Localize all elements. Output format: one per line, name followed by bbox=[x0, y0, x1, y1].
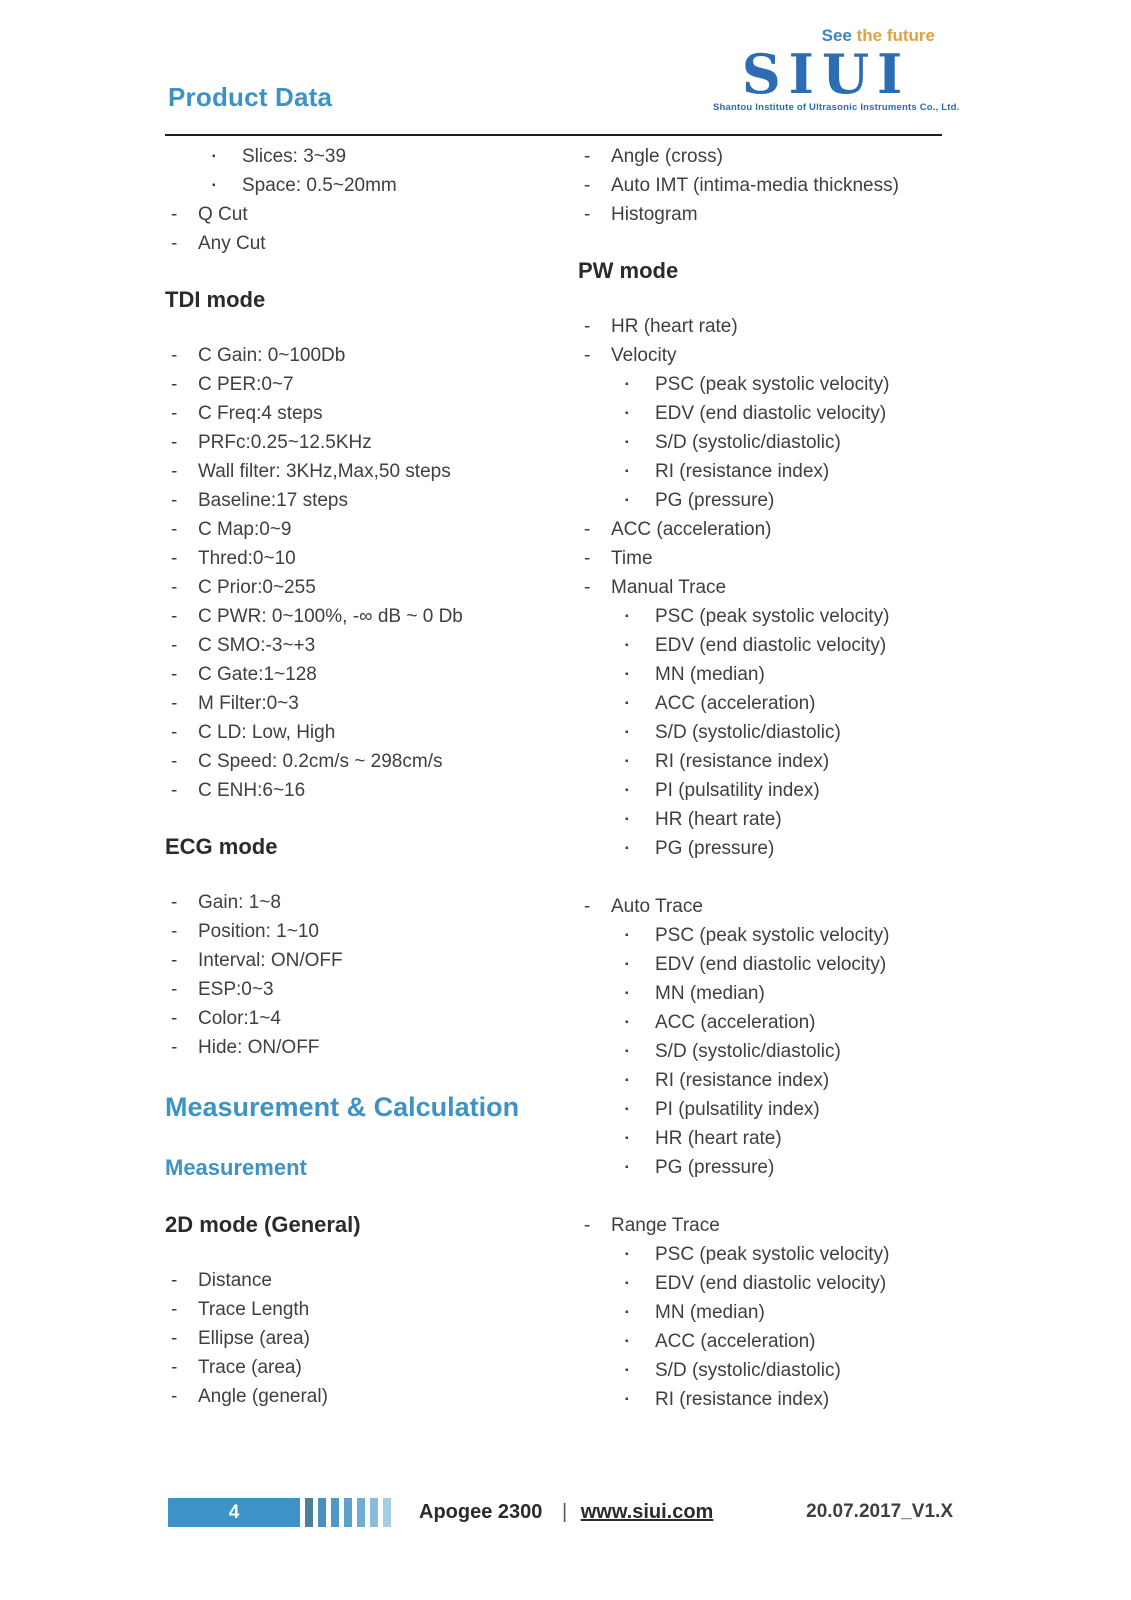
list-item-text: C ENH:6~16 bbox=[198, 780, 306, 801]
list-item bbox=[578, 950, 950, 979]
dot-bullet: ▪ bbox=[625, 814, 629, 825]
list-item bbox=[578, 892, 950, 921]
section-heading: Measurement bbox=[165, 1155, 307, 1180]
list-item bbox=[165, 573, 578, 602]
dash-bullet: - bbox=[171, 432, 178, 453]
dot-bullet: ▪ bbox=[625, 1017, 629, 1028]
list-item-text: ESP:0~3 bbox=[198, 979, 274, 1000]
list-item-text: Baseline:17 steps bbox=[198, 490, 348, 511]
list-item-text: M Filter:0~3 bbox=[198, 693, 299, 714]
list-item bbox=[578, 602, 950, 631]
list-item bbox=[165, 486, 578, 515]
content-columns bbox=[165, 142, 950, 1414]
page-number-badge: 4 bbox=[168, 1498, 300, 1527]
list-item bbox=[165, 428, 578, 457]
list-item-text: S/D (systolic/diastolic) bbox=[655, 432, 841, 453]
siui-logo bbox=[713, 26, 960, 113]
list-item bbox=[578, 486, 950, 515]
list-item-text: ACC (acceleration) bbox=[611, 519, 772, 540]
list-item bbox=[578, 142, 950, 171]
list-item-text: C Gain: 0~100Db bbox=[198, 345, 346, 366]
dot-bullet: ▪ bbox=[212, 151, 216, 162]
dash-bullet: - bbox=[171, 490, 178, 511]
list-item-text: EDV (end diastolic velocity) bbox=[655, 1273, 887, 1294]
list-item bbox=[578, 370, 950, 399]
list-item bbox=[165, 1382, 578, 1411]
list-item bbox=[165, 142, 578, 171]
list-item-text: PG (pressure) bbox=[655, 490, 775, 511]
dash-bullet: - bbox=[171, 1270, 178, 1291]
version-label: 20.07.2017_V1.X bbox=[806, 1501, 953, 1522]
list-item-text: Position: 1~10 bbox=[198, 921, 319, 942]
list-item bbox=[165, 200, 578, 229]
dash-bullet: - bbox=[171, 548, 178, 569]
section-heading: ECG mode bbox=[165, 834, 278, 859]
list-item bbox=[578, 573, 950, 602]
section-heading: 2D mode (General) bbox=[165, 1212, 361, 1237]
dot-bullet: ▪ bbox=[625, 1075, 629, 1086]
list-item bbox=[165, 747, 578, 776]
list-item-text: Angle (general) bbox=[198, 1386, 328, 1407]
list-item bbox=[578, 1356, 950, 1385]
dot-bullet: ▪ bbox=[625, 843, 629, 854]
dot-bullet: ▪ bbox=[625, 1278, 629, 1289]
list-item bbox=[165, 1324, 578, 1353]
dash-bullet: - bbox=[584, 548, 591, 569]
dot-bullet: ▪ bbox=[625, 1162, 629, 1173]
list-item-text: C Prior:0~255 bbox=[198, 577, 316, 598]
list-item bbox=[165, 399, 578, 428]
product-name: Apogee 2300 bbox=[419, 1500, 543, 1523]
dash-bullet: - bbox=[171, 1386, 178, 1407]
list-item-text: PG (pressure) bbox=[655, 838, 775, 859]
dash-bullet: - bbox=[171, 577, 178, 598]
spacer bbox=[578, 863, 950, 892]
dot-bullet: ▪ bbox=[625, 611, 629, 622]
dot-bullet: ▪ bbox=[625, 1249, 629, 1260]
dot-bullet: ▪ bbox=[625, 988, 629, 999]
dash-bullet: - bbox=[171, 780, 178, 801]
dash-bullet: - bbox=[171, 1008, 178, 1029]
footer-separator: | bbox=[561, 1500, 568, 1523]
section-heading: PW mode bbox=[578, 258, 679, 283]
list-item-text: C Speed: 0.2cm/s ~ 298cm/s bbox=[198, 751, 443, 772]
list-item bbox=[165, 946, 578, 975]
list-item bbox=[578, 312, 950, 341]
logo-wordmark: SIUI bbox=[741, 42, 911, 106]
dot-bullet: ▪ bbox=[625, 756, 629, 767]
list-item bbox=[165, 515, 578, 544]
list-item-text: MN (median) bbox=[655, 983, 765, 1004]
footer-bar bbox=[305, 1498, 313, 1527]
list-item-text: Velocity bbox=[611, 345, 677, 366]
list-item-text: Angle (cross) bbox=[611, 146, 723, 167]
list-item bbox=[165, 1295, 578, 1324]
dot-bullet: ▪ bbox=[625, 959, 629, 970]
list-item bbox=[578, 515, 950, 544]
list-item bbox=[165, 544, 578, 573]
list-item-text: ACC (acceleration) bbox=[655, 693, 816, 714]
list-item bbox=[165, 917, 578, 946]
dash-bullet: - bbox=[171, 1299, 178, 1320]
dot-bullet: ▪ bbox=[625, 669, 629, 680]
list-item bbox=[165, 975, 578, 1004]
list-item-text: Q Cut bbox=[198, 204, 248, 225]
right-column bbox=[578, 142, 950, 1414]
list-item-text: Color:1~4 bbox=[198, 1008, 281, 1029]
dash-bullet: - bbox=[171, 1357, 178, 1378]
list-item bbox=[165, 341, 578, 370]
list-item-text: C Map:0~9 bbox=[198, 519, 292, 540]
list-item bbox=[165, 660, 578, 689]
list-item bbox=[578, 1008, 950, 1037]
list-item-text: S/D (systolic/diastolic) bbox=[655, 1360, 841, 1381]
list-item bbox=[578, 660, 950, 689]
list-item bbox=[578, 1095, 950, 1124]
list-item-text: MN (median) bbox=[655, 1302, 765, 1323]
dot-bullet: ▪ bbox=[625, 1104, 629, 1115]
list-item bbox=[165, 171, 578, 200]
list-item-text: MN (median) bbox=[655, 664, 765, 685]
list-item bbox=[578, 718, 950, 747]
list-item-text: S/D (systolic/diastolic) bbox=[655, 722, 841, 743]
dot-bullet: ▪ bbox=[625, 1046, 629, 1057]
list-item-text: PSC (peak systolic velocity) bbox=[655, 374, 890, 395]
dash-bullet: - bbox=[171, 233, 178, 254]
logo-tagline-see: See bbox=[821, 26, 852, 45]
dot-bullet: ▪ bbox=[625, 698, 629, 709]
list-item-text: Space: 0.5~20mm bbox=[242, 175, 397, 196]
footer-bar bbox=[357, 1498, 365, 1527]
list-item bbox=[578, 341, 950, 370]
list-item-text: Time bbox=[611, 548, 653, 569]
list-item-text: Gain: 1~8 bbox=[198, 892, 281, 913]
list-item-text: HR (heart rate) bbox=[611, 316, 738, 337]
dash-bullet: - bbox=[171, 204, 178, 225]
list-item bbox=[578, 805, 950, 834]
dot-bullet: ▪ bbox=[625, 1307, 629, 1318]
list-item-text: EDV (end diastolic velocity) bbox=[655, 635, 887, 656]
section-heading: Measurement & Calculation bbox=[165, 1092, 520, 1122]
list-item-text: Histogram bbox=[611, 204, 698, 225]
list-item bbox=[578, 689, 950, 718]
list-item-text: Thred:0~10 bbox=[198, 548, 296, 569]
list-item-text: Auto IMT (intima-media thickness) bbox=[611, 175, 899, 196]
list-item-text: RI (resistance index) bbox=[655, 1070, 830, 1091]
list-item bbox=[578, 544, 950, 573]
dash-bullet: - bbox=[584, 519, 591, 540]
list-item-text: PSC (peak systolic velocity) bbox=[655, 1244, 890, 1265]
list-item bbox=[578, 1211, 950, 1240]
list-item bbox=[578, 1240, 950, 1269]
dot-bullet: ▪ bbox=[625, 1365, 629, 1376]
dot-bullet: ▪ bbox=[212, 180, 216, 191]
footer-bar bbox=[370, 1498, 378, 1527]
list-item bbox=[578, 428, 950, 457]
list-item bbox=[578, 1298, 950, 1327]
list-item-text: C LD: Low, High bbox=[198, 722, 336, 743]
dash-bullet: - bbox=[584, 896, 591, 917]
page-footer bbox=[168, 1497, 953, 1527]
logo-subtitle: Shantou Institute of Ultrasonic Instruments Co., Ltd. bbox=[713, 102, 960, 113]
list-item bbox=[165, 229, 578, 258]
dash-bullet: - bbox=[171, 921, 178, 942]
list-item-text: PRFc:0.25~12.5KHz bbox=[198, 432, 372, 453]
list-item-text: RI (resistance index) bbox=[655, 751, 830, 772]
dot-bullet: ▪ bbox=[625, 408, 629, 419]
list-item-text: Ellipse (area) bbox=[198, 1328, 310, 1349]
list-item-text: PSC (peak systolic velocity) bbox=[655, 925, 890, 946]
section-heading: TDI mode bbox=[165, 287, 266, 312]
list-item-text: Range Trace bbox=[611, 1215, 720, 1236]
dash-bullet: - bbox=[171, 664, 178, 685]
list-item-text: EDV (end diastolic velocity) bbox=[655, 403, 887, 424]
list-item-text: RI (resistance index) bbox=[655, 1389, 830, 1410]
list-item bbox=[165, 1033, 578, 1062]
header-divider bbox=[165, 134, 942, 136]
list-item-text: Hide: ON/OFF bbox=[198, 1037, 320, 1058]
footer-text bbox=[419, 1501, 713, 1524]
dash-bullet: - bbox=[584, 146, 591, 167]
page-title: Product Data bbox=[168, 82, 333, 112]
list-item-text: Interval: ON/OFF bbox=[198, 950, 343, 971]
list-item bbox=[165, 631, 578, 660]
list-item-text: Slices: 3~39 bbox=[242, 146, 347, 167]
footer-bar bbox=[344, 1498, 352, 1527]
dot-bullet: ▪ bbox=[625, 1394, 629, 1405]
list-item-text: PI (pulsatility index) bbox=[655, 1099, 820, 1120]
dot-bullet: ▪ bbox=[625, 437, 629, 448]
list-item bbox=[578, 921, 950, 950]
list-item bbox=[578, 1269, 950, 1298]
dash-bullet: - bbox=[171, 722, 178, 743]
list-item bbox=[578, 457, 950, 486]
list-item bbox=[578, 1327, 950, 1356]
list-item-text: Distance bbox=[198, 1270, 272, 1291]
list-item-text: C Freq:4 steps bbox=[198, 403, 323, 424]
list-item bbox=[578, 171, 950, 200]
dot-bullet: ▪ bbox=[625, 1133, 629, 1144]
dash-bullet: - bbox=[171, 403, 178, 424]
list-item bbox=[578, 399, 950, 428]
dot-bullet: ▪ bbox=[625, 379, 629, 390]
dot-bullet: ▪ bbox=[625, 930, 629, 941]
list-item-text: ACC (acceleration) bbox=[655, 1012, 816, 1033]
list-item-text: C SMO:-3~+3 bbox=[198, 635, 316, 656]
list-item bbox=[578, 1153, 950, 1182]
dash-bullet: - bbox=[171, 374, 178, 395]
dash-bullet: - bbox=[171, 519, 178, 540]
list-item-text: C Gate:1~128 bbox=[198, 664, 317, 685]
website-link[interactable]: www.siui.com bbox=[580, 1500, 714, 1523]
list-item bbox=[165, 1266, 578, 1295]
dash-bullet: - bbox=[171, 606, 178, 627]
dash-bullet: - bbox=[171, 892, 178, 913]
dot-bullet: ▪ bbox=[625, 466, 629, 477]
dash-bullet: - bbox=[584, 577, 591, 598]
list-item-text: ACC (acceleration) bbox=[655, 1331, 816, 1352]
dash-bullet: - bbox=[171, 950, 178, 971]
list-item bbox=[165, 718, 578, 747]
list-item-text: EDV (end diastolic velocity) bbox=[655, 954, 887, 975]
list-item bbox=[578, 1124, 950, 1153]
dot-bullet: ▪ bbox=[625, 495, 629, 506]
dot-bullet: ▪ bbox=[625, 640, 629, 651]
list-item-text: PI (pulsatility index) bbox=[655, 780, 820, 801]
dash-bullet: - bbox=[171, 1037, 178, 1058]
list-item-text: RI (resistance index) bbox=[655, 461, 830, 482]
list-item bbox=[165, 1353, 578, 1382]
footer-bars-decoration bbox=[305, 1498, 391, 1527]
list-item bbox=[165, 602, 578, 631]
list-item-text: C PER:0~7 bbox=[198, 374, 294, 395]
dash-bullet: - bbox=[584, 345, 591, 366]
list-item bbox=[165, 370, 578, 399]
list-item-text: C PWR: 0~100%, -∞ dB ~ 0 Db bbox=[198, 606, 463, 627]
dash-bullet: - bbox=[584, 175, 591, 196]
list-item bbox=[578, 776, 950, 805]
list-item bbox=[578, 747, 950, 776]
list-item bbox=[165, 457, 578, 486]
list-item-text: PG (pressure) bbox=[655, 1157, 775, 1178]
spacer bbox=[578, 1182, 950, 1211]
left-column bbox=[165, 142, 578, 1414]
dot-bullet: ▪ bbox=[625, 785, 629, 796]
list-item-text: HR (heart rate) bbox=[655, 809, 782, 830]
dash-bullet: - bbox=[171, 979, 178, 1000]
list-item bbox=[165, 888, 578, 917]
list-item-text: Auto Trace bbox=[611, 896, 703, 917]
list-item bbox=[578, 200, 950, 229]
dash-bullet: - bbox=[171, 1328, 178, 1349]
list-item bbox=[578, 834, 950, 863]
dash-bullet: - bbox=[171, 461, 178, 482]
list-item-text: PSC (peak systolic velocity) bbox=[655, 606, 890, 627]
dash-bullet: - bbox=[584, 1215, 591, 1236]
dash-bullet: - bbox=[171, 693, 178, 714]
list-item bbox=[165, 689, 578, 718]
list-item-text: Any Cut bbox=[198, 233, 266, 254]
list-item-text: HR (heart rate) bbox=[655, 1128, 782, 1149]
list-item bbox=[165, 776, 578, 805]
list-item bbox=[578, 1037, 950, 1066]
list-item-text: Trace Length bbox=[198, 1299, 310, 1320]
list-item bbox=[165, 1004, 578, 1033]
list-item-text: Manual Trace bbox=[611, 577, 727, 598]
list-item bbox=[578, 1385, 950, 1414]
list-item bbox=[578, 631, 950, 660]
dash-bullet: - bbox=[171, 751, 178, 772]
dash-bullet: - bbox=[584, 316, 591, 337]
dot-bullet: ▪ bbox=[625, 727, 629, 738]
list-item-text: Wall filter: 3KHz,Max,50 steps bbox=[198, 461, 451, 482]
list-item bbox=[578, 979, 950, 1008]
footer-bar bbox=[318, 1498, 326, 1527]
logo-tagline-rest: the future bbox=[856, 26, 935, 45]
dash-bullet: - bbox=[171, 635, 178, 656]
dot-bullet: ▪ bbox=[625, 1336, 629, 1347]
list-item bbox=[578, 1066, 950, 1095]
dash-bullet: - bbox=[584, 204, 591, 225]
footer-bar bbox=[331, 1498, 339, 1527]
footer-bar bbox=[383, 1498, 391, 1527]
list-item-text: S/D (systolic/diastolic) bbox=[655, 1041, 841, 1062]
dash-bullet: - bbox=[171, 345, 178, 366]
list-item-text: Trace (area) bbox=[198, 1357, 302, 1378]
